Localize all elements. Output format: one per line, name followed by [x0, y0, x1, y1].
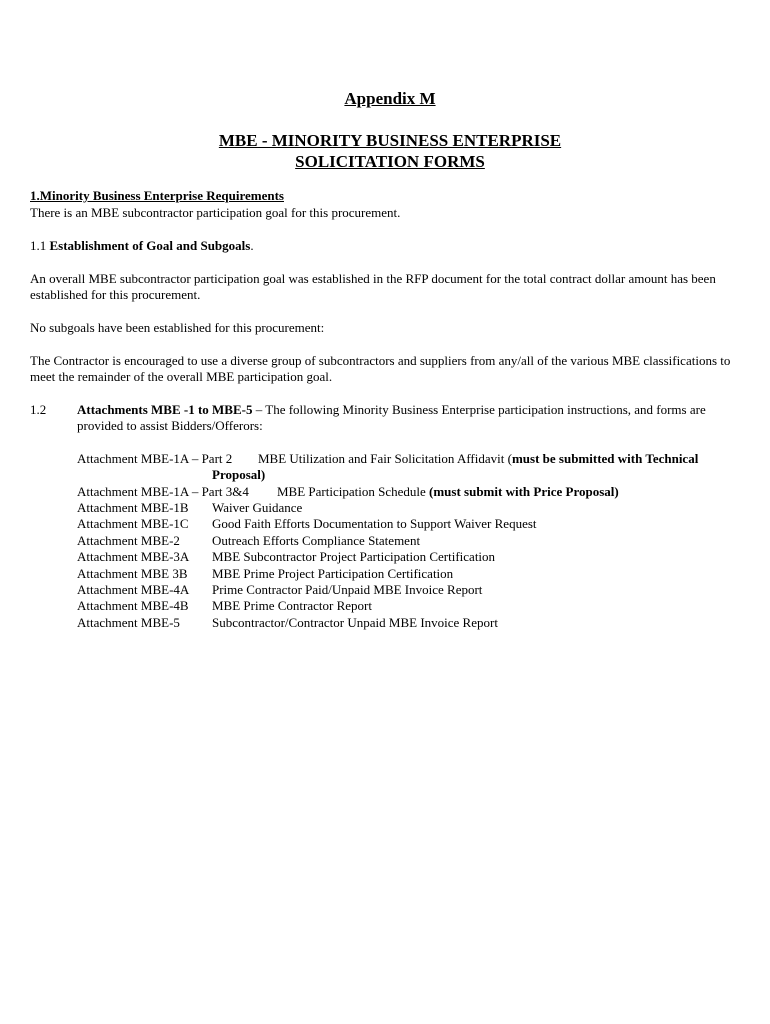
attachment-code: Attachment MBE-2 [77, 533, 180, 548]
attachment-code: Attachment MBE 3B [77, 566, 188, 581]
attachment-desc-bold-continuation: Proposal) [212, 467, 266, 482]
subsection-1-2-text [77, 402, 752, 434]
subsection-1-2-body: – The following Minority Business Enterprise participation instructions, and forms are provided to assist Bidders/Offerors: [77, 402, 706, 433]
appendix-title: Appendix M [344, 89, 436, 108]
subsection-1-2-bold-lead: Attachments MBE -1 to MBE-5 [77, 402, 253, 417]
attachment-code: Attachment MBE-4A [77, 582, 190, 597]
attachment-code: Attachment MBE-1B [77, 500, 189, 515]
subsection-1-1-heading: Establishment of Goal and Subgoals [49, 238, 251, 253]
paragraph-contractor: The Contractor is encouraged to use a diverse group of subcontractors and suppliers from any/all of the various MBE classifications to meet the remainder of the overall MBE participation goal. [30, 353, 731, 384]
attachment-desc: Outreach Efforts Compliance Statement [212, 533, 421, 548]
attachment-code: Attachment MBE-5 [77, 615, 180, 630]
title-line-1: MBE - MINORITY BUSINESS ENTERPRISE [218, 131, 562, 150]
attachment-desc [277, 484, 619, 500]
section-1-heading: 1.Minority Business Enterprise Requirements [30, 188, 284, 203]
section-1-intro: There is an MBE subcontractor participation goal for this procurement. [30, 205, 401, 220]
attachment-desc-bold: must be submitted with Technical [511, 451, 699, 466]
attachment-code: Attachment MBE-4B [77, 598, 189, 613]
attachment-code: Attachment MBE-3A [77, 549, 190, 564]
attachment-desc: MBE Subcontractor Project Participation Certification [212, 549, 496, 564]
attachment-desc: MBE Prime Project Participation Certification [212, 566, 454, 581]
attachment-code: Attachment MBE-1C [77, 516, 189, 531]
attachment-desc: Waiver Guidance [212, 500, 303, 515]
subsection-1-1 [30, 238, 750, 254]
attachment-code: Attachment MBE-1A – Part 2 [77, 451, 233, 466]
paragraph-subgoals: No subgoals have been established for this procurement: [30, 320, 325, 335]
attachment-desc: Subcontractor/Contractor Unpaid MBE Invoice Report [212, 615, 498, 630]
attachment-desc-bold: (must submit with Price Proposal) [429, 484, 619, 499]
attachment-desc-text: MBE Utilization and Fair Solicitation Affidavit ( [258, 451, 512, 466]
subsection-1-2-number: 1.2 [30, 402, 47, 417]
attachment-desc: Prime Contractor Paid/Unpaid MBE Invoice Report [212, 582, 483, 597]
subsection-1-1-period: . [250, 238, 254, 253]
attachment-code: Attachment MBE-1A – Part 3&4 [77, 484, 249, 499]
attachment-desc-text: MBE Participation Schedule [277, 484, 430, 499]
attachment-desc: Good Faith Efforts Documentation to Support Waiver Request [212, 516, 537, 531]
attachment-desc [258, 451, 698, 467]
attachment-desc: MBE Prime Contractor Report [212, 598, 372, 613]
subsection-1-1-number: 1.1 [30, 238, 47, 253]
paragraph-overall-goal: An overall MBE subcontractor participation goal was established in the RFP document for the total contract dollar amount has been established for this procurement. [30, 271, 716, 302]
title-line-2: SOLICITATION FORMS [295, 152, 485, 171]
